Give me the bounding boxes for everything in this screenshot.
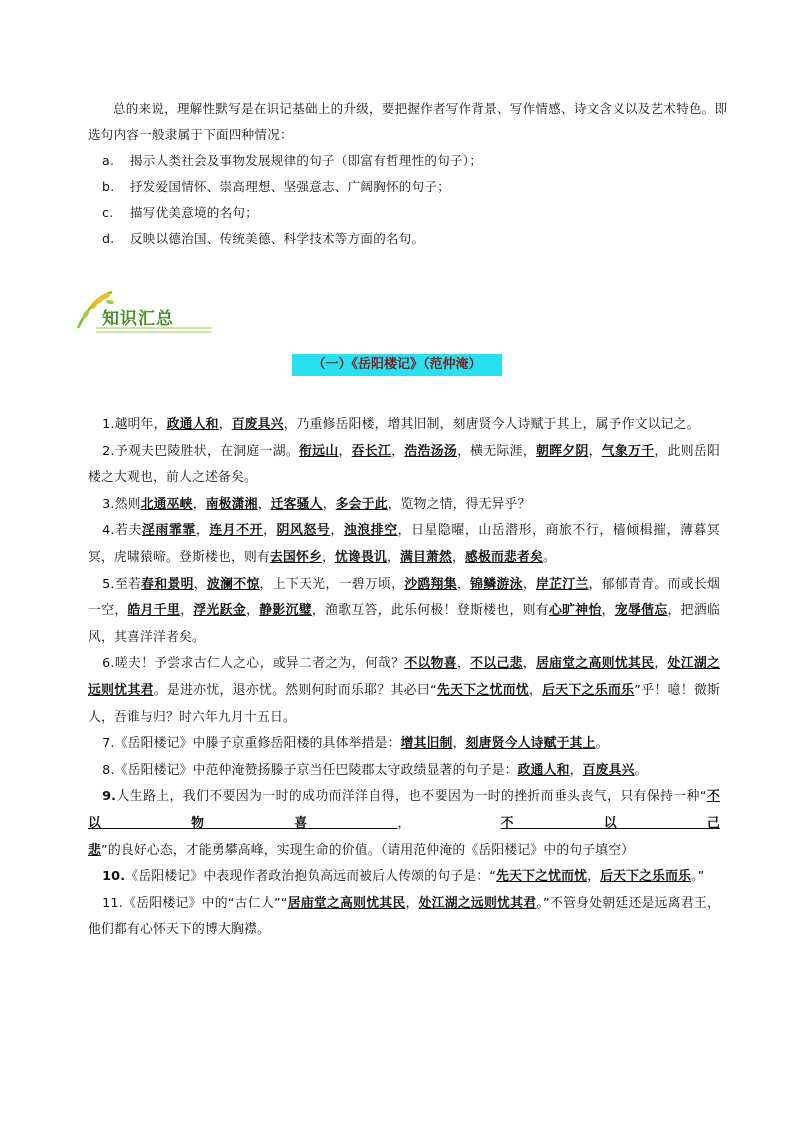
answer-text: 后天下之乐而乐 [542, 682, 635, 698]
answer-text: 吞长江 [351, 443, 392, 459]
question-item [88, 758, 720, 785]
answer-text: 政通人和 [517, 762, 570, 778]
text-span: ， [588, 443, 602, 459]
answer-text: 朝晖夕阴 [535, 443, 589, 459]
text-span: 4.若夫 [102, 523, 143, 539]
text-span: 。 [542, 549, 556, 565]
answer-text: 浩浩汤汤 [404, 443, 458, 459]
question-item [88, 518, 720, 571]
answer-text: 静影沉璧 [259, 603, 312, 619]
answer-text: 沙鸥翔集 [404, 576, 457, 592]
text-span: 7.《岳阳楼记》中滕子京重修岳阳楼的具体举措是： [102, 736, 401, 752]
text-span: ， [601, 603, 615, 619]
question-item [88, 439, 720, 492]
question-list [88, 412, 720, 944]
answer-text: 政通人和 [166, 417, 219, 432]
question-item [88, 891, 720, 944]
text-span: 。 [595, 736, 609, 752]
text-span: 3.然则 [102, 496, 141, 512]
answer-text: 满目萧然 [399, 549, 452, 565]
text-span: ”的良好心态，才能勇攀高峰，实现生命的价值。（请用范仲淹的《岳阳楼记》中的句子填空） [101, 842, 635, 858]
text-span: ，渔歌互答，此乐何极！登斯楼也，则有 [311, 603, 549, 619]
answer-text: 锦鳞游泳 [470, 576, 523, 592]
text-span: ， [180, 603, 194, 619]
section-title: （一）《岳阳楼记》（范仲淹） [292, 354, 502, 376]
answer-text: 连月不开 [209, 523, 264, 539]
intro-section [88, 96, 728, 252]
text-span: ， [529, 682, 543, 698]
answer-text: 后天下之乐而乐 [600, 869, 692, 885]
text-span: ，上下天光，一碧万顷， [259, 576, 405, 592]
list-item-text: 反映以德治国、传统美德、科学技术等方面的名句。 [130, 231, 425, 246]
text-span: 6.嗟夫！予尝求古仁人之心，或异二者之为，何哉？ [102, 656, 405, 672]
question-item [88, 864, 720, 891]
answer-text: 皓月千里 [127, 603, 181, 619]
list-item [88, 200, 728, 226]
text-span: ， [321, 549, 335, 565]
text-span: ， [322, 496, 336, 512]
answer-text: 多会于此 [335, 496, 388, 512]
text-span: ， [246, 603, 260, 619]
text-span: ， [457, 576, 471, 592]
text-span: ，乃重修岳阳楼，增其旧制，刻唐贤今人诗赋于其上，属予作文以记之。 [283, 417, 700, 432]
text-span: ， [522, 656, 536, 672]
question-item [88, 412, 720, 439]
text-span: ， [522, 576, 536, 592]
text-span: 8.《岳阳楼记》中范仲淹赞扬滕子京当任巴陵郡太守政绩显著的句子是： [102, 762, 518, 778]
answer-text: 刻唐贤今人诗赋于其上 [465, 736, 596, 752]
text-span: ， [193, 576, 207, 592]
answer-text: 不以己悲 [88, 815, 720, 858]
text-span: 。”不管身处朝廷还是远离君王，他们都有心怀天下的博大胸襟。 [88, 895, 720, 938]
answer-text: 春和景明 [141, 576, 194, 592]
text-span: ， [654, 656, 668, 672]
text-span: ，把酒临风，其喜洋洋者矣。 [88, 603, 721, 645]
answer-text: 气象万千 [601, 443, 655, 459]
answer-text: 百废具兴 [582, 762, 635, 778]
text-span: ， [397, 815, 501, 831]
text-span: 。” [691, 869, 705, 885]
text-span: ， [569, 762, 583, 778]
text-span: ， [456, 656, 471, 672]
list-item-text: 抒发爱国情怀、崇高理想、坚强意志、广阔胸怀的句子； [130, 179, 451, 194]
question-number: 9. [102, 789, 117, 805]
answer-text: 处江湖之远则忧其君 [88, 656, 721, 698]
text-span: ，日星隐曜，山岳潜形，商旅不行，樯倾楫摧，薄暮冥冥，虎啸猿啼。登斯楼也，则有 [88, 523, 720, 565]
question-item [88, 784, 720, 864]
text-span: ， [451, 549, 465, 565]
list-item-text: 揭示人类社会及事物发展规律的句子（即富有哲理性的句子）； [130, 153, 483, 168]
question-item [88, 731, 720, 758]
question-number: 10. [102, 869, 126, 885]
answer-text: 心旷神怡 [548, 603, 602, 619]
text-span: ， [391, 443, 405, 459]
text-span: ，郁郁青青。而或长烟一空， [88, 576, 721, 619]
text-span: 。是进亦忧，退亦忧。然则何时而乐耶？其必曰“ [153, 682, 437, 698]
intro-paragraph: 总的来说，理解性默写是在识记基础上的升级，要把握作者写作背景、写作情感、诗文含义以及艺术特色。即选句内容一般隶属于下面四种情况： [88, 101, 728, 142]
text-span: 。 [634, 762, 648, 778]
text-span: ， [386, 549, 400, 565]
answer-text: 先天下之忧而忧 [496, 869, 588, 885]
text-span: 5.至若 [102, 576, 142, 592]
answer-text: 去国怀乡 [269, 549, 322, 565]
answer-text: 百废具兴 [231, 417, 284, 432]
question-item [88, 492, 720, 519]
text-span: ， [452, 736, 466, 752]
text-span: ， [218, 417, 232, 432]
list-marker: d. [102, 231, 115, 246]
answer-text: 波澜不惊 [206, 576, 260, 592]
badge-label: 知识汇总 [102, 309, 174, 329]
answer-text: 不以己悲 [470, 656, 523, 672]
answer-text: 迁客骚人 [270, 496, 323, 512]
answer-text: 增其旧制 [400, 736, 453, 752]
list-marker: a. [102, 153, 115, 168]
text-span: 《岳阳楼记》中表现作者政治抱负高远而被后人传颂的句子是：“ [125, 869, 497, 885]
text-span: ，横无际涯， [457, 443, 536, 459]
answer-text: 不以物喜 [404, 656, 457, 672]
answer-text: 宠辱偕忘 [614, 603, 668, 619]
text-span: 1.越明年， [102, 417, 167, 432]
text-span: ， [587, 869, 601, 885]
text-span: ， [263, 523, 277, 539]
text-span: 11.《岳阳楼记》中的“古仁人”“ [102, 895, 288, 911]
text-span: ， [338, 443, 352, 459]
question-item [88, 572, 720, 652]
answer-text: 北通巫峡 [140, 496, 193, 512]
list-item [88, 148, 728, 174]
list-item [88, 174, 728, 200]
answer-text: 处江湖之远则忧其君 [418, 895, 537, 911]
list-marker: b. [102, 179, 115, 194]
list-item-text: 描写优美意境的名句； [130, 205, 259, 220]
answer-text: 浮光跃金 [193, 603, 247, 619]
answer-text: 浊浪排空 [343, 523, 398, 539]
text-span: ， [195, 523, 210, 539]
answer-text: 不以物喜 [88, 789, 720, 831]
answer-text: 居庙堂之高则忧其民 [535, 656, 655, 672]
text-span: 人生路上，我们不要因为一时的成功而洋洋自得，也不要因为一时的挫折而垂头丧气，只有保持一种“ [116, 789, 707, 805]
answer-text: 先天下之忧而忧 [436, 682, 530, 698]
text-span: ， [192, 496, 206, 512]
text-span: ”乎！噫！微斯人，吾谁与归？时六年九月十五日。 [88, 682, 721, 725]
text-span: ， [330, 523, 344, 539]
text-span: ， [257, 496, 271, 512]
text-span: ，此则岳阳楼之大观也，前人之述备矣。 [88, 443, 721, 486]
knowledge-summary-badge [72, 288, 222, 336]
text-span: 2.予观夫巴陵胜状，在洞庭一湖。 [102, 443, 300, 459]
answer-text: 岸芷汀兰 [535, 576, 589, 592]
list-marker: c. [102, 205, 114, 220]
answer-text: 南极潇湘 [205, 496, 258, 512]
question-item [88, 651, 720, 731]
text-span: ， [405, 895, 419, 911]
answer-text: 衔远山 [299, 443, 339, 459]
answer-text: 忧谗畏讥 [334, 549, 387, 565]
answer-text: 淫雨霏霏 [142, 523, 196, 539]
answer-text: 阴风怒号 [276, 523, 331, 539]
answer-text: 居庙堂之高则忧其民 [287, 895, 406, 911]
text-span: ，览物之情，得无异乎？ [387, 496, 531, 512]
answer-text: 感极而悲者矣 [464, 549, 543, 565]
list-item [88, 226, 728, 252]
